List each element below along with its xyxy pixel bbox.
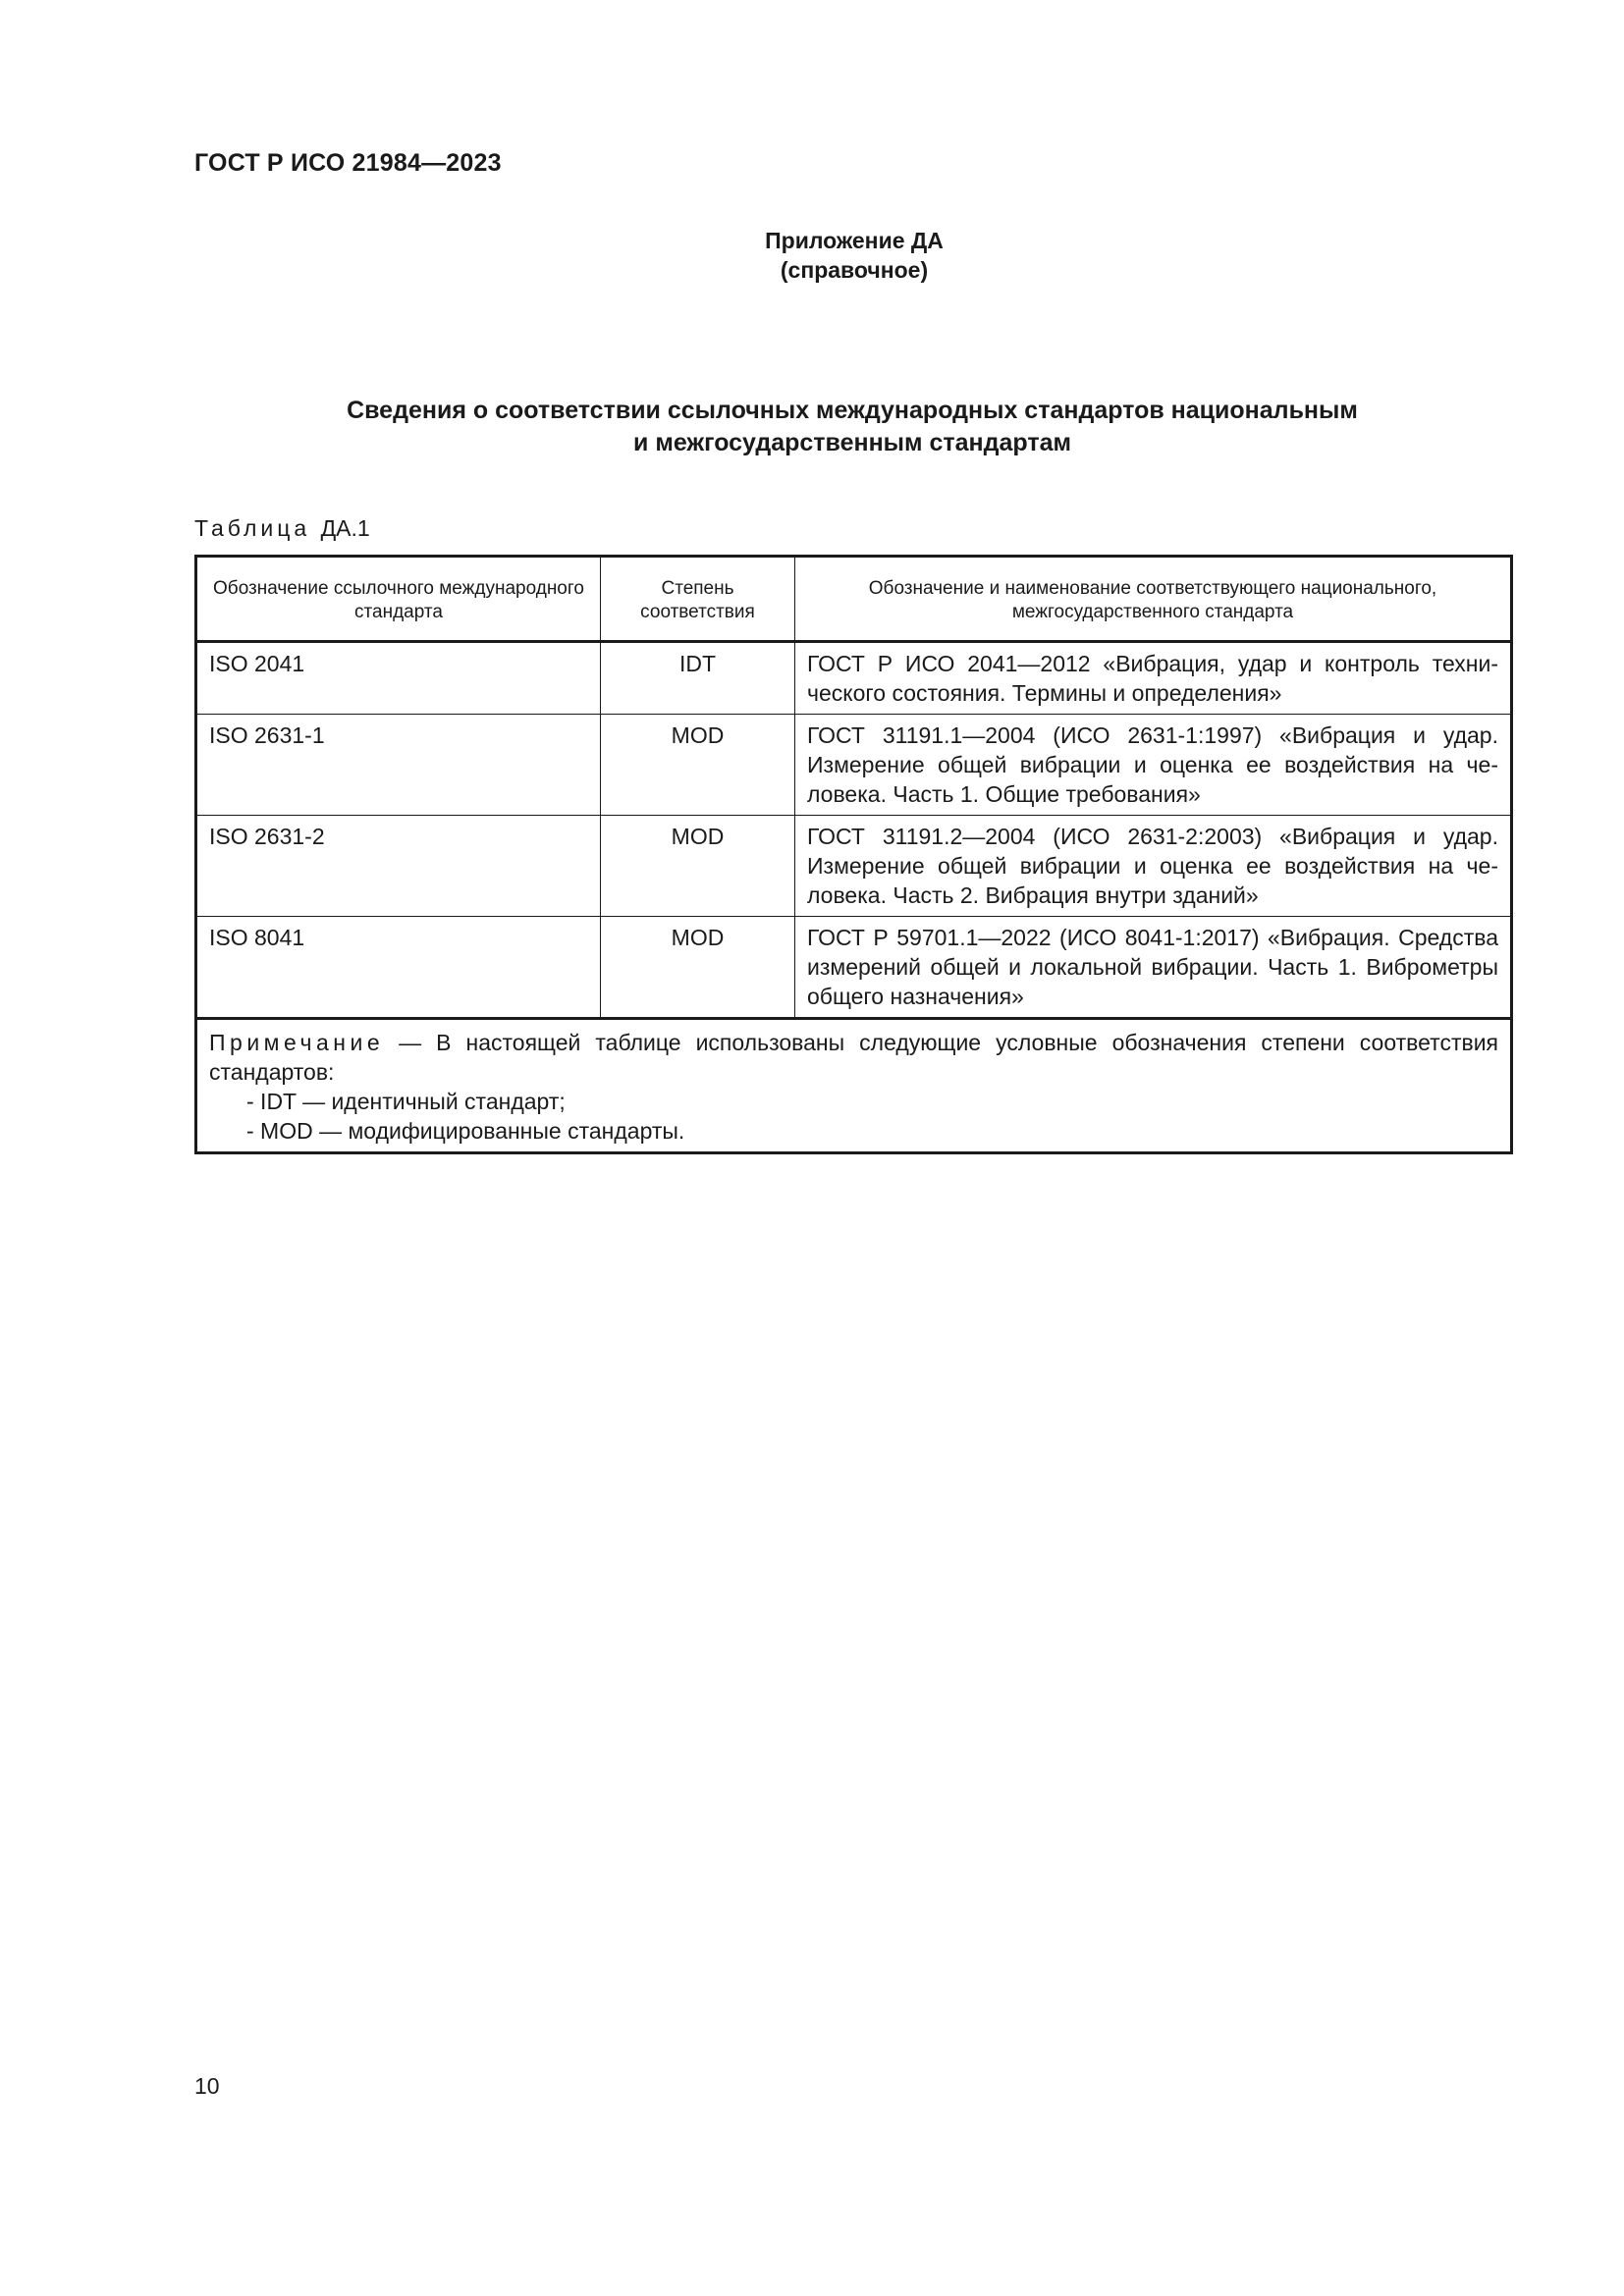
note-item-mod: - MOD — модифицированные стандарты. [246, 1118, 685, 1144]
section-title-line-2: и межгосударственным стандартам [633, 429, 1071, 456]
note-item-idt: - IDT — идентичный стандарт; [246, 1089, 566, 1114]
table-row [196, 917, 1512, 1019]
table-note-row [196, 1019, 1512, 1153]
cell-national-standard: ГОСТ Р ИСО 2041—2012 «Вибрация, удар и контроль технического состояния. Термины и определения» [795, 642, 1512, 715]
header-intl-standard: Обозначение ссылочного международного стандарта [196, 557, 601, 642]
annex-heading [0, 226, 1624, 285]
cell-national-standard: ГОСТ 31191.1—2004 (ИСО 2631-1:1997) «Вибрация и удар. Измерение общей вибрации и оценка ее воздействия на человека. Часть 1. Общие требования» [795, 715, 1512, 816]
table-row [196, 642, 1512, 715]
cell-intl-standard: ISO 2631-2 [196, 816, 601, 917]
cell-degree: MOD [601, 816, 795, 917]
table-caption-label: Таблица [194, 515, 311, 541]
cell-degree: MOD [601, 917, 795, 1019]
cell-national-standard: ГОСТ 31191.2—2004 (ИСО 2631-2:2003) «Вибрация и удар. Измерение общей вибрации и оценка ее воздействия на человека. Часть 2. Вибрация внутри зданий» [795, 816, 1512, 917]
table-note [196, 1019, 1512, 1153]
table-header-row [196, 557, 1512, 642]
cell-intl-standard: ISO 8041 [196, 917, 601, 1019]
cell-national-standard: ГОСТ Р 59701.1—2022 (ИСО 8041-1:2017) «Вибрация. Средства измерений общей и локальной вибрации. Часть 1. Виброметры общего назначения» [795, 917, 1512, 1019]
page-number: 10 [194, 2073, 220, 2099]
header-national-standard: Обозначение и наименование соответствующего национального, межгосударственного стандарта [795, 557, 1512, 642]
annex-subtitle: (справочное) [780, 257, 929, 283]
cell-intl-standard: ISO 2631-1 [196, 715, 601, 816]
table-row [196, 715, 1512, 816]
document-code: ГОСТ Р ИСО 21984—2023 [194, 149, 502, 177]
cell-degree: IDT [601, 642, 795, 715]
header-degree: Степень соответствия [601, 557, 795, 642]
note-label: Примечание [209, 1030, 385, 1055]
cell-intl-standard: ISO 2041 [196, 642, 601, 715]
table-caption-number: ДА.1 [320, 515, 370, 541]
table-caption [194, 515, 370, 542]
note-paragraph [209, 1028, 1498, 1087]
table-row [196, 816, 1512, 917]
standards-correspondence-table [194, 555, 1513, 1154]
section-title [194, 395, 1510, 459]
cell-degree: MOD [601, 715, 795, 816]
section-title-line-1: Сведения о соответствии ссылочных международных стандартов национальным [347, 397, 1358, 424]
note-text: — В настоящей таблице использованы следующие условные обозначения степени соответствия стандартов: [209, 1030, 1498, 1085]
annex-title: Приложение ДА [765, 228, 944, 253]
